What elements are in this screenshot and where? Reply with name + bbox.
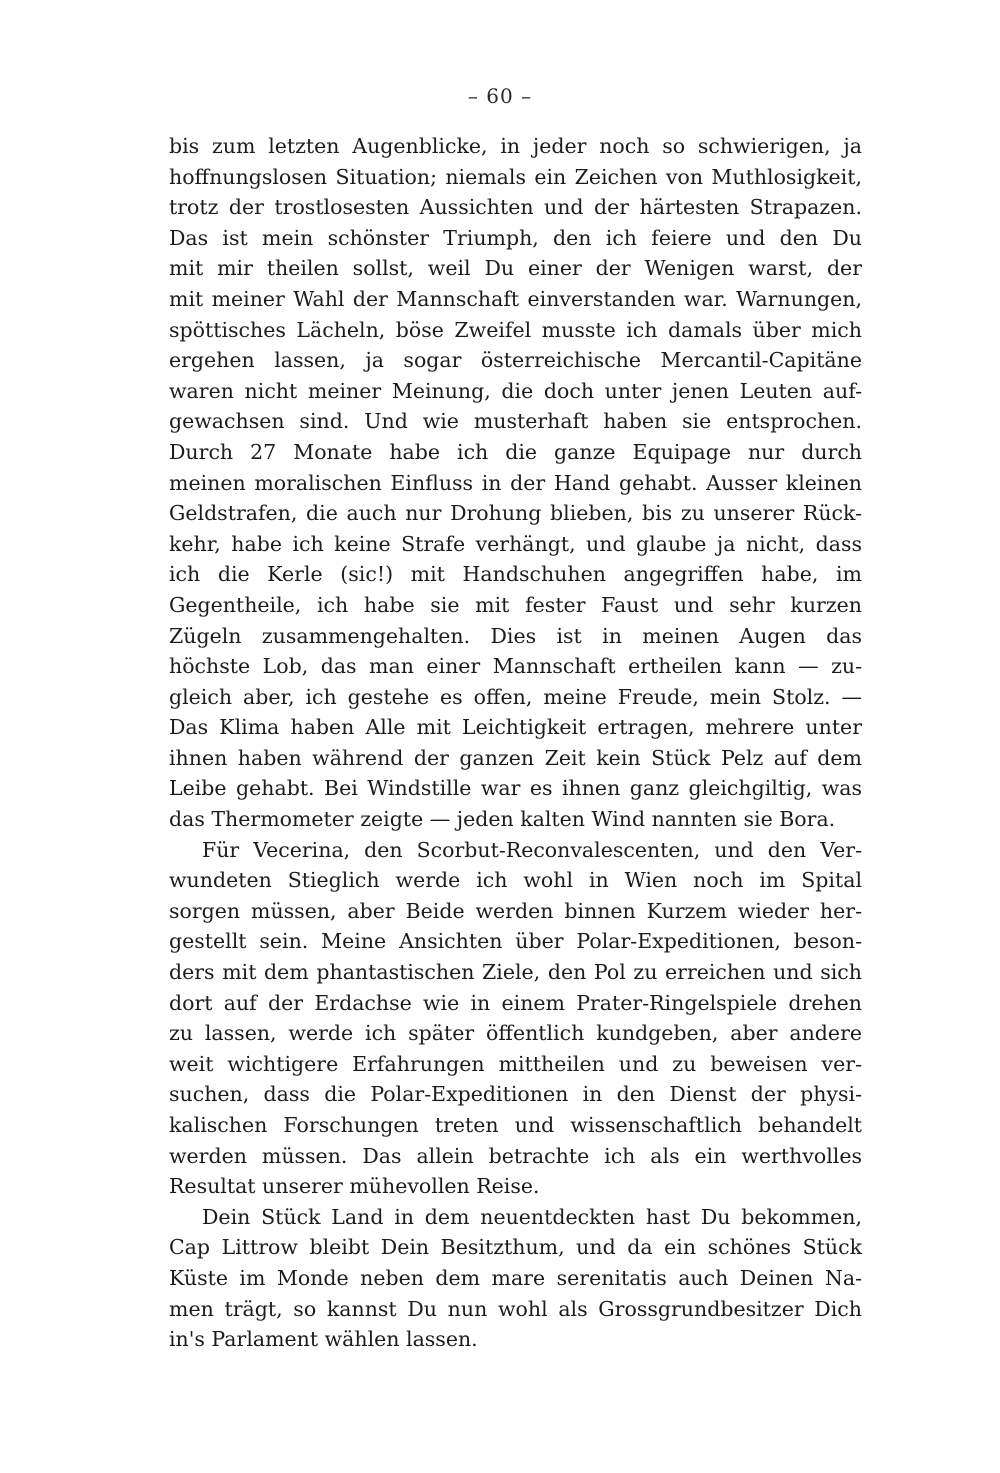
text-line: ders mit dem phantastischen Ziele, den Pol zu erreichen und sich [169, 960, 862, 985]
text-line: men trägt, so kannst Du nun wohl als Grossgrundbesitzer Dich [169, 1296, 862, 1321]
text-line: mit mir theilen sollst, weil Du einer der Wenigen warst, der [169, 256, 862, 281]
text-line: höchste Lob, das man einer Mannschaft ertheilen kann — zu- [169, 654, 862, 679]
text-line: Für Vecerina, den Scorbut-Reconvalescenten, und den Ver- [202, 837, 862, 862]
paragraph-3 [169, 1202, 862, 1355]
text-line: gleich aber, ich gestehe es offen, meine Freude, mein Stolz. — [169, 684, 862, 709]
paragraph-2 [169, 835, 862, 1202]
text-line: ergehen lassen, ja sogar österreichische Mercantil-Capitäne [169, 348, 862, 373]
text-line: wundeten Stieglich werde ich wohl in Wien noch im Spital [169, 868, 862, 893]
text-line: ich die Kerle (sic!) mit Handschuhen angegriffen habe, im [169, 562, 862, 587]
letter-text [169, 131, 862, 1355]
page-number: – 60 – [467, 84, 533, 108]
text-line: kehr, habe ich keine Strafe verhängt, und glaube ja nicht, dass [169, 531, 862, 556]
text-line: bis zum letzten Augenblicke, in jeder noch so schwierigen, ja [169, 134, 862, 158]
text-line: gewachsen sind. Und wie musterhaft haben sie entsprochen. [169, 409, 862, 434]
text-line: waren nicht meiner Meinung, die doch unter jenen Leuten auf- [169, 378, 862, 403]
text-line: das Thermometer zeigte — jeden kalten Wind nannten sie Bora. [169, 807, 836, 832]
text-line: Leibe gehabt. Bei Windstille war es ihnen ganz gleichgiltig, was [169, 776, 862, 801]
text-line: Das Klima haben Alle mit Leichtigkeit ertragen, mehrere unter [169, 715, 862, 740]
text-line: kalischen Forschungen treten und wissenschaftlich behandelt [169, 1113, 862, 1137]
text-line: Geldstrafen, die auch nur Drohung blieben, bis zu unserer Rück- [169, 501, 862, 526]
text-line: hoffnungslosen Situation; niemals ein Zeichen von Muthlosigkeit, [169, 164, 862, 189]
paragraph-1 [169, 131, 862, 835]
text-line: weit wichtigere Erfahrungen mittheilen und zu beweisen ver- [169, 1051, 862, 1076]
text-line: mit meiner Wahl der Mannschaft einverstanden war. Warnungen, [169, 286, 862, 311]
text-line: Durch 27 Monate habe ich die ganze Equipage nur durch [169, 439, 862, 464]
text-line: spöttisches Lächeln, böse Zweifel musste ich damals über mich [169, 317, 862, 342]
text-line: Gegentheile, ich habe sie mit fester Faust und sehr kurzen [169, 592, 862, 617]
text-line: suchen, dass die Polar-Expeditionen in den Dienst der physi- [169, 1082, 862, 1107]
text-line: dort auf der Erdachse wie in einem Prater-Ringelspiele drehen [169, 990, 862, 1015]
text-line: Das ist mein schönster Triumph, den ich feiere und den Du [169, 225, 862, 250]
text-line: Cap Littrow bleibt Dein Besitzthum, und da ein schönes Stück [169, 1235, 862, 1260]
text-line: sorgen müssen, aber Beide werden binnen Kurzem wieder her- [169, 898, 862, 923]
text-line: zu lassen, werde ich später öffentlich kundgeben, aber andere [169, 1021, 862, 1046]
text-line: werden müssen. Das allein betrachte ich als ein werthvolles [169, 1143, 862, 1168]
text-line: meinen moralischen Einfluss in der Hand gehabt. Ausser kleinen [169, 470, 862, 495]
text-line: trotz der trostlosesten Aussichten und der härtesten Strapazen. [169, 195, 862, 220]
text-line: in's Parlament wählen lassen. [169, 1327, 478, 1352]
text-line: Dein Stück Land in dem neuentdeckten hast Du bekommen, [202, 1204, 862, 1229]
text-line: Resultat unserer mühevollen Reise. [169, 1174, 540, 1199]
text-line: Zügeln zusammengehalten. Dies ist in meinen Augen das [169, 623, 862, 648]
text-line: Küste im Monde neben dem mare serenitatis auch Deinen Na- [169, 1265, 862, 1290]
text-line: ihnen haben während der ganzen Zeit kein Stück Pelz auf dem [169, 745, 862, 770]
text-line: gestellt sein. Meine Ansichten über Polar-Expeditionen, beson- [169, 929, 862, 954]
